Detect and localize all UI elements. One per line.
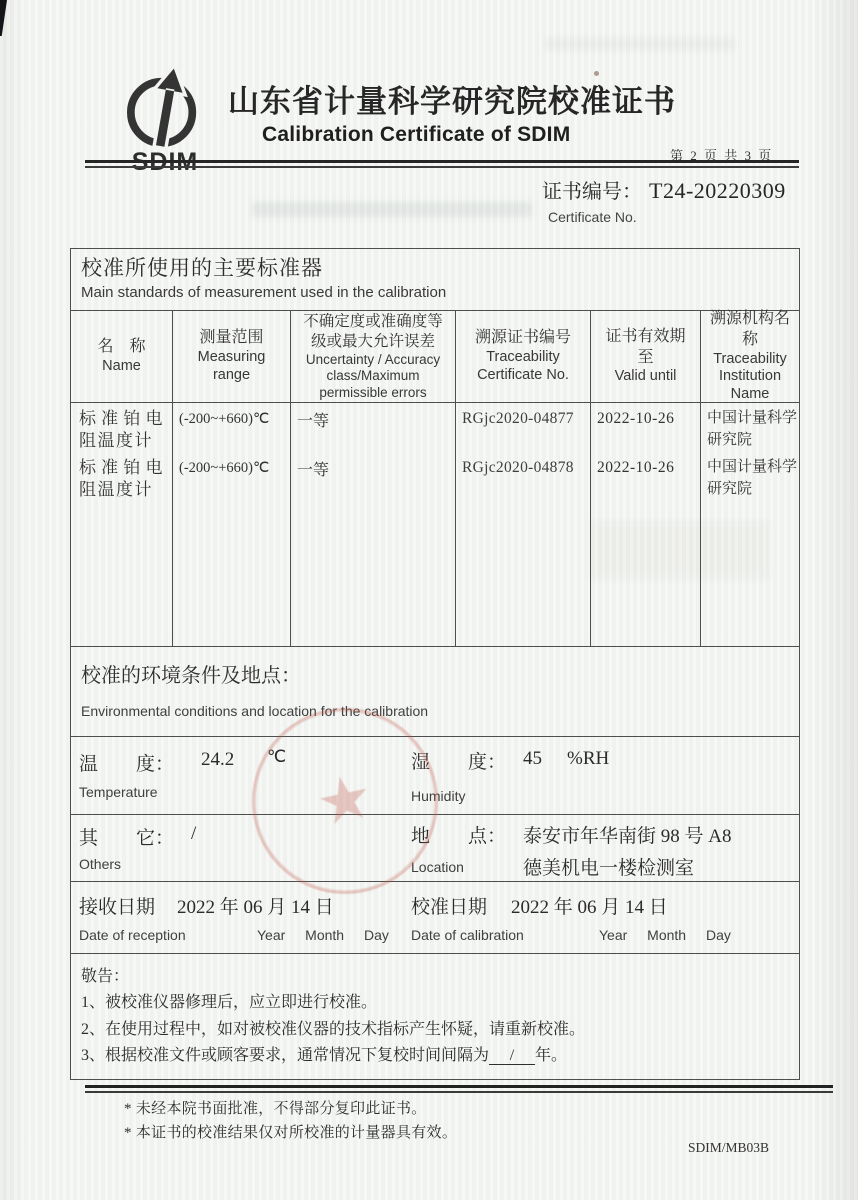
- environment-title-zh: 校准的环境条件及地点：: [81, 665, 301, 687]
- footnote-1: * 未经本院书面批准，不得部分复印此证书。: [124, 1101, 427, 1117]
- reception-date-label-zh: 接收日期: [79, 897, 156, 918]
- col-header-range: [173, 311, 291, 403]
- notice-item-3: [81, 1043, 789, 1070]
- cert-no-label-en: Certificate No.: [548, 209, 637, 225]
- certificate-number-line: [542, 175, 786, 204]
- location-line2: 德美机电一楼检测室: [523, 858, 695, 879]
- reception-date-label-en: Date of reception: [79, 927, 186, 943]
- humidity-unit: %RH: [567, 748, 610, 769]
- table-row-2-valid-until: 2022-10-26: [591, 452, 701, 501]
- environment-section-title: [71, 646, 799, 736]
- table-row-1-valid-until: 2022-10-26: [591, 403, 701, 452]
- header-double-rule: [85, 160, 799, 168]
- location-label-en: Location: [411, 859, 464, 875]
- col-header-institution: [701, 311, 799, 403]
- form-code: SDIM/MB03B: [688, 1140, 770, 1155]
- standards-table: [71, 310, 799, 646]
- location-line1: 泰安市年华南街 98 号 A8: [523, 826, 732, 847]
- dates-row: [71, 881, 799, 953]
- humidity-value: 45: [523, 748, 542, 769]
- temperature-value: 24.2: [201, 749, 235, 770]
- notice-title: 敬告：: [81, 968, 130, 985]
- star-icon: ★: [310, 761, 380, 841]
- col-header-institution-zh: 溯源机构名称: [709, 310, 790, 348]
- page-title-en: Calibration Certificate of SDIM: [262, 123, 571, 146]
- scan-corner-mark: [0, 0, 7, 36]
- calibration-ymd-en: Year Month Day: [599, 927, 731, 943]
- table-row-1-grade: 一等: [291, 403, 456, 452]
- temperature-label-en: Temperature: [79, 784, 158, 800]
- cert-no-value: T24-20220309: [649, 178, 786, 203]
- col-header-traceability-cert: [456, 311, 591, 403]
- table-row-2-grade: 一等: [291, 452, 456, 501]
- col-header-uncertainty: [291, 311, 456, 403]
- col-header-traceability-cert-zh: 溯源证书编号: [474, 329, 571, 347]
- notice-item-3-blank: /: [489, 1047, 535, 1065]
- col-header-traceability-cert-en: Traceability Certificate No.: [477, 349, 569, 383]
- table-row-1-range: (-200~+660)℃: [173, 403, 291, 452]
- notice-item-3-suffix: 年。: [535, 1047, 568, 1065]
- table-filler-cell: [591, 501, 701, 646]
- col-header-name-zh: 名 称: [97, 338, 146, 356]
- others-location-row: [71, 814, 799, 881]
- standards-title-zh: 校准所使用的主要标准器: [81, 257, 323, 280]
- table-filler-cell: [456, 501, 591, 646]
- col-header-valid-until-en: Valid until: [614, 368, 677, 385]
- reception-date-value: 2022 年 06 月 14 日: [177, 897, 334, 918]
- main-content-box: [70, 248, 800, 1080]
- sdim-logo-icon: [122, 68, 208, 150]
- col-header-range-en: Measuring range: [197, 349, 266, 383]
- reception-ymd-en: Year Month Day: [257, 927, 389, 943]
- col-header-range-zh: 测量范围: [199, 329, 264, 347]
- humidity-label-zh: 湿 度：: [411, 752, 507, 773]
- humidity-label-en: Humidity: [411, 788, 466, 804]
- footer-double-rule: [85, 1085, 833, 1093]
- col-header-uncertainty-zh: 不确定度或准确度等级或最大允许误差: [303, 312, 443, 350]
- calibration-date-label-en: Date of calibration: [411, 927, 524, 943]
- footnote-2: * 本证书的校准结果仅对所校准的计量器具有效。: [124, 1125, 458, 1141]
- col-header-uncertainty-en: Uncertainty / Accuracy class/Maximum permissible errors: [305, 351, 441, 400]
- table-row-2-name: 标准铂电阻温度计: [71, 452, 173, 501]
- col-header-name: [71, 311, 173, 403]
- table-filler-cell: [291, 501, 456, 646]
- notice-item-3-prefix: 3、根据校准文件或顾客要求，通常情况下复校时间间隔为: [81, 1047, 490, 1065]
- notice-section: [71, 953, 799, 1079]
- others-label-en: Others: [79, 856, 122, 872]
- bleedthrough-ghost: [545, 38, 735, 50]
- page-title-zh: 山东省计量科学研究院校准证书: [228, 84, 676, 119]
- temperature-label-zh: 温 度：: [79, 754, 175, 775]
- table-row-2-cert-no: RGjc2020-04878: [456, 452, 591, 501]
- col-header-institution-en: Traceability Institution Name: [713, 350, 787, 403]
- standards-section-title: [71, 249, 799, 310]
- table-row-1-institution: 中国计量科学研究院: [707, 410, 798, 448]
- table-filler-cell: [701, 501, 799, 646]
- table-row-2-institution: 中国计量科学研究院: [707, 459, 798, 497]
- environment-title-en: Environmental conditions and location for the calibration: [81, 703, 429, 719]
- temperature-unit: ℃: [267, 747, 287, 766]
- logo-text: SDIM: [131, 148, 199, 176]
- others-value: /: [191, 823, 197, 844]
- table-filler-cell: [173, 501, 291, 646]
- notice-item-2: 2、在使用过程中，如对被校准仪器的技术指标产生怀疑，请重新校准。: [81, 1020, 586, 1038]
- cert-no-label-zh: 证书编号：: [542, 181, 642, 203]
- calibration-date-label-zh: 校准日期: [411, 897, 488, 918]
- location-label-zh: 地 点：: [411, 826, 507, 847]
- col-header-valid-until: [591, 311, 701, 403]
- temperature-humidity-row: [71, 736, 799, 814]
- col-header-name-en: Name: [102, 358, 141, 375]
- bleedthrough-ghost: [252, 202, 532, 217]
- notice-item-1: 1、被校准仪器修理后，应立即进行校准。: [81, 994, 378, 1011]
- table-row-2-range: (-200~+660)℃: [173, 452, 291, 501]
- table-row-1-name: 标准铂电阻温度计: [71, 403, 173, 452]
- standards-title-en: Main standards of measurement used in the calibration: [81, 284, 447, 301]
- page-number: 第 2 页 共 3 页: [670, 148, 774, 163]
- table-row-1-cert-no: RGjc2020-04877: [456, 403, 591, 452]
- col-header-valid-until-zh: 证书有效期至: [605, 327, 686, 366]
- others-label-zh: 其 它：: [79, 828, 175, 849]
- calibration-date-value: 2022 年 06 月 14 日: [511, 897, 668, 918]
- table-filler-cell: [71, 501, 173, 646]
